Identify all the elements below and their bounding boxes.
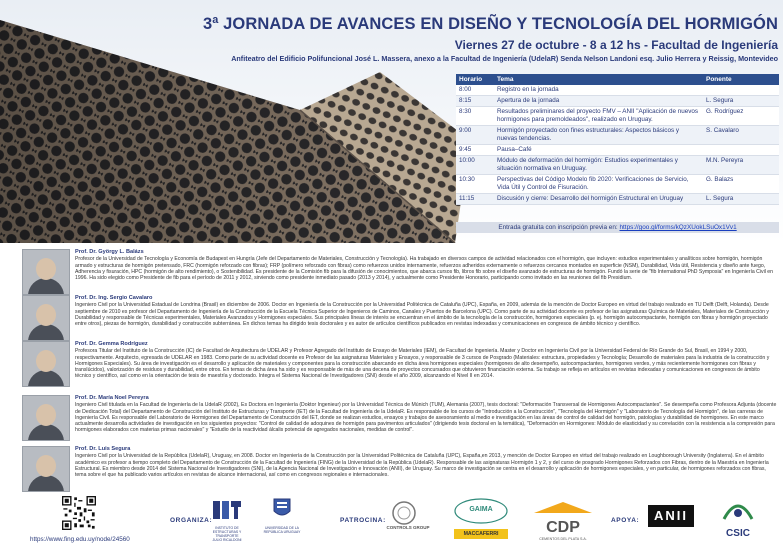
schedule-topic: Hormigón proyectado con fines estructurales: Aspectos básicos y nuevas tendencias. [494, 126, 703, 145]
speaker-photo [22, 341, 70, 387]
schedule-time: 11:15 [456, 194, 494, 205]
schedule-time: 8:00 [456, 85, 494, 96]
schedule-topic: Resultados preliminares del proyecto FMV – ANII "Aplicación de nuevos hormigones para premoldeados", realizado en Uruguay. [494, 107, 703, 126]
schedule-speaker [703, 85, 779, 96]
schedule-header-time: Horario [456, 74, 494, 85]
schedule-row [456, 156, 779, 175]
speaker-bio: Ingeniero Civil por la Universidad de la República (UdelaR), Uruguay, en 2008. Doctor en Ingeniería de la Construcción por la Universidad Politécnica de Cataluña (UPC), España,en 2013, y mención de Doctor Europeo en virtud del trabajo realizado en Loughborough University (Inglaterra). En el ámbito académico es profesor a tiempo completo del Departamento de Construcción de la Facultad de Ingeniería (FING) de la Universidad de la República (UdelaR). Responsable de las asignaturas Hormigón 1 y 2, y del curso de posgrado Hormigones Reforzados con Fibras, dentro de la Maestría en Ingeniería Estructural. Es miembro desde 2014 del Sistema Nacional de Investigadores (SNI), de la Agencia Nacional de Investigación e Innovación (ANII), de Uruguay. Su marco de investigación se centra en el desarrollo y aplicación de hormigones especiales, y en particular, de hormigones reforzados con fibras, tema sobre el que ha publicado varios artículos en revistas de alcance internacional, así como en congresos regionales e internacionales. [75, 453, 769, 479]
apoya-label: APOYA: [611, 517, 640, 524]
speaker-bio-block [75, 341, 777, 380]
schedule-row [456, 85, 779, 96]
cdp-logo [530, 501, 596, 545]
schedule-row [456, 126, 779, 145]
speaker-name: Prof. Dr. María Noel Pereyra [75, 395, 149, 401]
schedule-topic: Pausa–Café [494, 145, 703, 156]
speaker-name: Prof. Dr. Luis Segura [75, 446, 131, 452]
iet-logo [205, 499, 249, 542]
schedule-speaker: M.N. Pereyra [703, 156, 779, 175]
qr-code-icon[interactable] [62, 496, 96, 530]
anii-logo: ANII [648, 505, 694, 527]
schedule-topic: Registro en la jornada [494, 85, 703, 96]
footer-url-link[interactable]: https://www.fing.edu.uy/node/24560 [30, 536, 130, 543]
schedule-time: 10:00 [456, 156, 494, 175]
schedule-speaker: G. Balazs [703, 175, 779, 194]
sponsor-controls-text: CONTROLS GROUP [386, 525, 430, 530]
event-date: Viernes 27 de octubre - 8 a 12 hs - Facultad de Ingeniería [454, 38, 778, 52]
schedule-speaker [703, 145, 779, 156]
speaker-photo [22, 446, 70, 492]
speaker-bio-block [75, 295, 777, 327]
speaker-bio-block [75, 395, 777, 434]
schedule-speaker: S. Cavalaro [703, 126, 779, 145]
schedule-time: 8:30 [456, 107, 494, 126]
schedule-speaker: L. Segura [703, 194, 779, 205]
udelar-logo [262, 497, 302, 539]
iet-logo-subtext: JULIO RICALDONI [212, 538, 242, 542]
speaker-bio: Profesora Titular del Instituto de la Construcción (IC) de Facultad de Arquitectura de UDELAR y Profesor Agregado del Instituto de Ensayo de Materiales (IEM), de Facultad de Ingeniería. Master y Doctor en Ingeniería Civil por la Universidad Federal de Río Grande do Sul, Brasil, en 1994 y 2000, respectivamente. Arquitecto, egresada de UDELAR en 1983. Como parte de su actividad docente es Profesor de las asignaturas Materiales y Ensayos, y responsable de 3 cursos de Posgrado (Materiales: estructura, propiedades y Tecnología; Desarrollo de materiales para la industria de la construcción y Hormigones Especiales). Su área de investigación es el desarrollo y aplicación de materiales y componentes para la construcción abarcando en dicha área hormigones especiales (hormigones de alto desempeño, autocompactantes, hormigones verdes, y más recientemente hormigones con fibras y translúcidos), valorización de residuos y durabilidad, entre otros. En temas de dicha área ha sido y es responsable de más de una decena de proyectos concursados que obtuvieron financiación externa. Su trabajo se refleja en artículos en revistas indexadas y comunicaciones en congresos de ámbito técnico y científico, así como en la orientación de tesis de maestría y doctorado. Integra el Sistema Nacional de Investigadores (SNI) desde el año 2009, alcanzando el Nivel II en 2014. [75, 348, 770, 380]
registration-banner [456, 222, 779, 233]
organiza-label: ORGANIZA: [170, 517, 213, 524]
schedule-table [456, 74, 779, 205]
speaker-photo [22, 249, 70, 295]
maccaferri-text: MACCAFERRI [454, 529, 508, 539]
sponsor-controls-logo [384, 499, 432, 537]
csic-text: CSIC [726, 528, 750, 539]
schedule-time: 8:15 [456, 96, 494, 107]
speaker-bio: Profesor de la Universidad de Tecnología y Economía de Budapest en Hungría (Jefe del Departamento de Materiales, Construcción y Tecnología). Ha trabajado en diversos campos de actividad relacionados con el hormigón, que incluyen: estudios experimentales y analíticos sobre hormigón, hormigón armado y estructuras de hormigón pretensado, FRC (hormigón reforzado con fibras); FRP (polímero reforzado con fibras) como refuerzos unidos internamente, refuerzos adheridos externamente o refuerzos cercanos montados en superficie (NSM), Durabilidad, Vida útil, Resistencia y diseño ante fuego, Adherencia y fisuración, HPC (hormigón de alto rendimiento), o Sostenibilidad. Es presidente de la Comisión fib para la difusión de conocimientos, que abarca cursos fib, libros fib sobre el diseño avanzado de estructuras de hormigón. Fundó la serie de "fib International PhD Symposia" en Ingeniería Civil en 1996. Ha sido elegido como Presidente de fib para el período de 2011 y 2012, sirviendo como presidente inmediato pasado (2013 y 2014), y actualmente como Presidente Honorario, participando como invitado en las reuniones del fib Presidium. [75, 256, 774, 282]
schedule-topic: Módulo de deformación del hormigón: Estudios experimentales y situación normativa en Uruguay. [494, 156, 703, 175]
gaima-text: GAIMA [469, 506, 493, 513]
cdp-text: CDP [546, 519, 580, 536]
schedule-speaker: G. Rodríguez [703, 107, 779, 126]
event-title: 3ª JORNADA DE AVANCES EN DISEÑO Y TECNOLOGÍA DEL HORMIGÓN [202, 15, 778, 33]
gaima-maccaferri-logo [452, 497, 510, 547]
speaker-bio-block [75, 249, 777, 281]
schedule-header-speaker: Ponente [703, 74, 779, 85]
schedule-topic: Discusión y cierre: Desarrollo del hormigón Estructural en Uruguay [494, 194, 703, 205]
event-venue: Anfiteatro del Edificio Polifuncional José L. Massera, anexo a la Facultad de Ingeniería (UdelaR) Senda Nelson Landoni esq. Julio Herrera y Reissig, Montevideo [231, 54, 778, 63]
registration-link[interactable]: https://goo.gl/forms/kQzXUokLSuOx1Vv1 [619, 224, 737, 231]
schedule-time: 10:30 [456, 175, 494, 194]
speaker-photo [22, 295, 70, 341]
speaker-bio-block [75, 446, 777, 478]
schedule-header-row [456, 74, 779, 85]
udelar-logo-text: UNIVERSIDAD DE LA REPÚBLICA URUGUAY [263, 526, 301, 534]
schedule-time: 9:45 [456, 145, 494, 156]
speaker-name: Prof. Dr. Ing. Sergio Cavalaro [75, 295, 153, 301]
schedule-topic: Perspectivas del Código Modelo fib 2020: Verificaciones de Servicio, Vida Útil y Control de Fisuración. [494, 175, 703, 194]
schedule-time: 9:00 [456, 126, 494, 145]
schedule-row [456, 194, 779, 205]
registration-text: Entrada gratuita con inscripción previa en: [498, 224, 618, 231]
speaker-bio: Ingeniero Civil titulada en la Facultad de Ingeniería de la UdelaR (2002), Es Doctora en Ingeniería (Doktor Ingenieur) por la Universidad Técnica de Múnich (TUM), Alemania (2007), tesis doctoral: "Deformación Transversal de Hormigones Autocompactantes". Se desempeña como Profesora Adjunta (docente de Dedicación Total) del Departamento de Construcción del Instituto de Estructuras y Transporte (IET) de la Facultad de Ingeniería de la UdelaR. Es responsable de los cursos de "Introducción a la Construcción", "Tecnología del Hormigón" y "Laboratorio de Tecnología del Hormigón", de las carreras de Ingeniería Civil. Es responsable del Laboratorio de Hormigones del Departamento de Construcción del IET, donde se realizan estudios, ensayos y trabajos de asesoramiento al medio e investigación en las áreas de control de calidad del hormigón, patologías y durabilidad de hormigones. En este marco actualmente desarrolla actividades de investigación en los siguientes proyectos: "Control de calidad de adoquines de hormigón para pavimentos articulados" (dirigiendo tesis doctoral en la temática), "Deformación en Hormigones: Módulo de elasticidad y su correlación con la resistencia a la compresión para hormigones elaborados con materias primas nacionales" y "Estudio de la reactividad álcalis potencial de agregados nacionales, medidas de control". [75, 402, 777, 434]
schedule-header-topic: Tema [494, 74, 703, 85]
building-facade-image [0, 0, 470, 243]
cdp-subtext: CEMENTOS DEL PLATA S.A. [539, 537, 587, 541]
patrocina-label: PATROCINA: [340, 517, 386, 524]
schedule-row [456, 96, 779, 107]
speaker-name: Prof. Dr. György L. Balázs [75, 249, 144, 255]
schedule-topic: Apertura de la jornada [494, 96, 703, 107]
speaker-name: Prof. Dr. Gemma Rodríguez [75, 341, 148, 347]
csic-logo [714, 499, 762, 539]
schedule-row [456, 107, 779, 126]
schedule-row [456, 175, 779, 194]
speaker-photo [22, 395, 70, 441]
speaker-bio: Ingeniero Civil por la Universidad Estadual de Londrina (Brasil) en diciembre de 2006. Doctor en Ingeniería de la Construcción por la Universidad Politécnica de Cataluña (UPC), España, en 2009, además de la mención de Doctor Europeo en virtud del trabajo realizado en TU Delft (Delft, Holanda). Desde septiembre de 2010 es profesor del Departamento de Ingeniería de la Construcción de la Escuela Técnica Superior de Ingenieros de Caminos, Canales y Puertos de Barcelona (UPC). Como parte de su actividad docente es profesor de las asignaturas Química de Materiales, Materiales de Construcción y Durabilidad y responsable de Técnicas experimentales, Materiales Avanzados y Hormigones especiales. Sus principales líneas de interés se encuentran en el ámbito de la tecnología de la construcción, hormigones especiales (p. ej. hormigón autocompactante, hormigón con fibras y hormigón proyectado entre otros), piezas de hormigón, durabilidad y construcción subterránea. En dichos temas ha dirigido tesis doctorales y es autor de artículos científicos publicados en revistas indexadas y comunicaciones en congresos de ámbito técnico y científico. [75, 302, 769, 328]
footer-sponsors [0, 493, 783, 554]
iet-logo-text: INSTITUTO DE ESTRUCTURAS Y TRANSPORTE [212, 526, 242, 538]
schedule-speaker: L. Segura [703, 96, 779, 107]
schedule-row [456, 145, 779, 156]
hero-banner [0, 0, 783, 243]
